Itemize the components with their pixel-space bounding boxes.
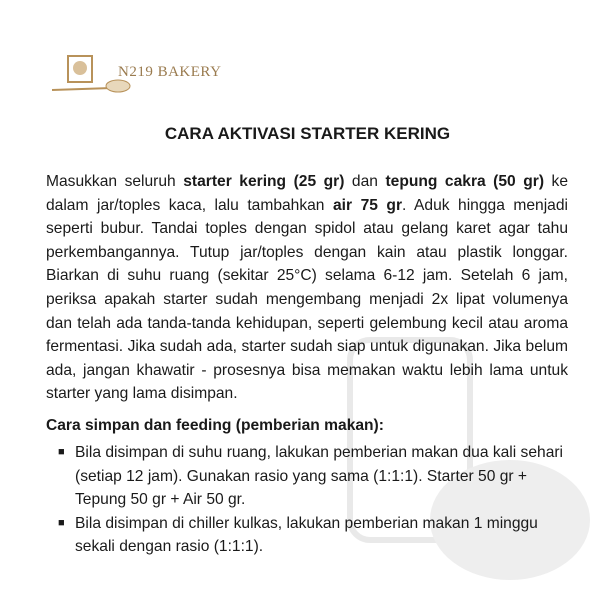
list-item-text: Bila disimpan di chiller kulkas, lakukan pemberian makan 1 minggu sekali dengan rasio (1:1:1). — [75, 514, 538, 556]
bold-text: starter kering (25 gr) — [183, 173, 345, 190]
bold-text: tepung cakra (50 gr) — [385, 173, 545, 190]
list-item — [46, 441, 568, 512]
bold-text: air 75 gr — [332, 196, 403, 214]
subheading: Cara simpan dan feeding (pemberian makan): — [46, 417, 384, 434]
list-item — [46, 512, 568, 559]
list-item-text: Bila disimpan di suhu ruang, lakukan pemberian makan dua kali sehari (setiap 12 jam). Gunakan rasio yang sama (1:1:1). Starter 50 gr + Tepung 50 gr + Air 50 gr. — [75, 444, 564, 509]
brand-name: N219 BAKERY — [118, 64, 222, 80]
feeding-list — [46, 441, 568, 559]
bullet-icon: ■ — [58, 446, 65, 458]
text-segment: . Aduk hingga menjadi seperti bubur. Tandai toples dengan spidol atau gelang karet agar tahu perkembangannya. Tutup jar/toples dengan kain atau plastik longgar. Biarkan di suhu ruang (sekitar 25°C) selama 6-12 jam. Setelah 6 jam, periksa apakah starter sudah mengembang menjadi 2x lipat volumenya dan telah ada tanda-tanda kehidupan, seperti gelembung kecil atau aroma fermentasi. Jika sudah ada, starter sudah siap untuk digunakan. Jika belum ada, jangan khawatir - prosesnya bisa memakan waktu lebih lama untuk starter yang lama disimpan. — [46, 196, 568, 403]
text-segment: Masukkan seluruh — [46, 173, 184, 190]
instruction-paragraph — [46, 170, 568, 406]
text-segment: ke dalam jar/toples kaca, lalu tambahkan — [46, 173, 568, 214]
bullet-icon: ■ — [58, 516, 65, 529]
page-title: CARA AKTIVASI STARTER KERING — [164, 124, 451, 143]
text-segment: dan — [344, 173, 386, 190]
